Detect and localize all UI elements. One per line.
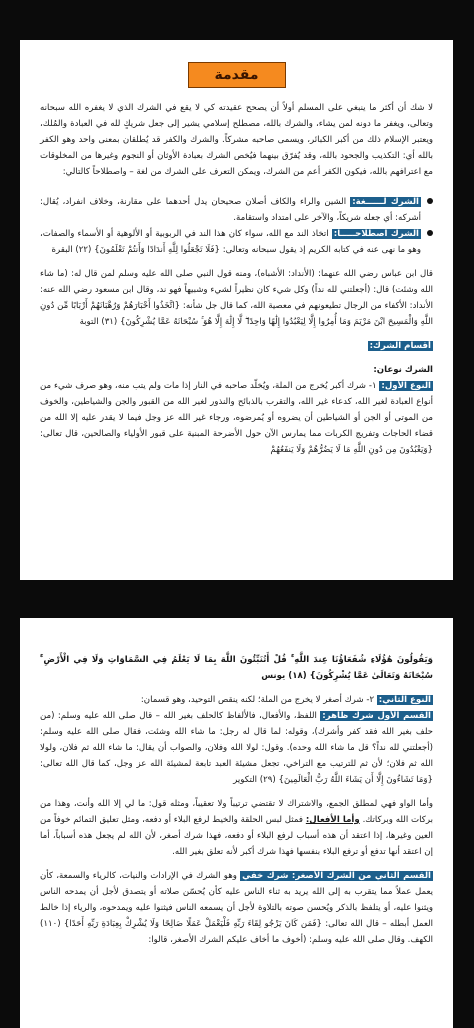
definition-language-label: الشرك لــــــغة: bbox=[352, 197, 420, 207]
waw-text: وأما الواو فهي لمطلق الجمع، والاشتراك لا تقتضي ترتيباً ولا تعقيباً، ومثله قول: ما لي إلا الله وأنت، وهذا من بركات الله وبركاتك. bbox=[40, 799, 433, 825]
definition-term-label: الشرك اصطلاحـــــاً: bbox=[333, 229, 420, 239]
type1-text: ١- شرك أكبر يُخرج من الملة، ويُخلّد صاحبه في النار إذا مات ولم يتب منه، وهو صرف شيء من أنواع العبادة لغير الله، كدعاء غير الله، والتقرب بالذبائح والنذور لغير الله من القبور والجن والشياطين، والخوف من الموتى أو الجن أو الشياطين أن يضروه أو يُمرضوه، ورجاء غير الله عز وجل فيما لا يقدر عليه إلا الله من قضاء الحاجات وتفريج الكربات مما يمارس الآن حول الأضرحة المبنية على قبور الأولياء والصالحين، قال تعالى: {وَيَعْبُدُونَ مِن دُونِ اللَّهِ مَا لَا يَضُرُّهُمْ وَلَا يَنفَعُهُمْ bbox=[40, 381, 433, 455]
section2-text: وهو الشرك في الإرادات والنيات، كالرياء والسمعة، كأن يعمل عملاً مما يتقرب به إلى الله يريد به ثناء الناس عليه كأن يُحسّن صلاته أو يتصدق لأجل أن يمدحه الناس ويثنوا عليه، أو يتلفظ بالذكر ويُحسن صوته بالتلاوة لأجل أن يسمعه الناس فيثنوا عليه ويمدحوه، والرياء إذا خالط العمل أبطله – قال الله تعالى: {فَمَن كَانَ يَرْجُو لِقَاءَ رَبِّهِ فَلْيَعْمَلْ عَمَلًا صَالِحًا وَلَا يُشْرِكْ بِعِبَادَةِ رَبِّهِ أَحَدًا} (١١٠) الكهف. وقال صلى الله عليه وسلم: (أخوف ما أخاف عليكم الشرك الأصغر، قالوا: bbox=[40, 871, 433, 945]
type2-paragraph bbox=[40, 692, 433, 708]
intro-paragraph: لا شك أن أكثر ما ينبغي على المسلم أولاً أن يصحح عقيدته كي لا يقع في الشرك الذي لا يغفره الله سبحانه وتعالى، ويغفر ما دونه لمن يشاء، والشرك بالله، مصطلح إسلامي يشير إلى جعل شريكٍ لله في العبادة والمُلك، ويعتبر الإسلام ذلك من أكبر الكبائر، ويسمى صاحبه مشركاً. والشرك والكفر قد يُطلقان بمعنى واحد وهو الكفر بالله أي: التكذيب والجحود بالله، وقد يُفرّق بينهما فيُخص الشرك بعبادة الأوثان أو النجوم وغيرها من المخلوقات مع اعترافهم بالله، فيكون الكفر أعم من الشرك، ويمكن التعرف على الشرك من لغة – واصطلاحاً كالتالي: bbox=[40, 103, 433, 177]
section-title: مقدمة bbox=[188, 62, 286, 88]
section1-text: اللفظ، والأفعال، فالألفاظ كالحلف بغير الله – قال صلى الله عليه وسلم: (من حلف بغير الله فقد كفر وأشرك)، وقوله: لما قال له رجل: ما شاء الله وشئت، فقال صلى الله عليه وسلم: (أجعلتني لله نداً؟ قل ما شاء الله وحده). وقول: لولا الله وفلان، والصواب أن يقال: ما شاء الله ثم فلان، ولولا الله ثم فلان؛ لأن ثم للترتيب مع التراخي، تجعل مشيئة العبد تابعة لمشيئة الله عز وجل، كما قال الله تعالى: {وَمَا تَشَاءُونَ إِلَّا أَن يَشَاءَ اللَّهُ رَبُّ الْعَالَمِينَ} (٢٩) التكوير bbox=[40, 711, 433, 785]
type2-label: النوع الثاني: bbox=[378, 695, 431, 705]
definition-language bbox=[40, 194, 433, 226]
document-page-2 bbox=[20, 618, 453, 1028]
bullet-icon bbox=[427, 230, 433, 236]
definition-term-text: اتخاذ الند مع الله، سواء كان هذا الند في الربوبية أو الألوهية أو الأسماء والصفات، وهو ما نهى عنه في كتابه الكريم إذ يقول سبحانه وتعالى: {فَلَا تَجْعَلُوا لِلَّهِ أَندَادًا وَأَنتُمْ تَعْلَمُونَ} (٢٢) البقرة bbox=[40, 229, 421, 255]
section2-label: القسم الثاني من الشرك الأصغر: شرك خفي bbox=[242, 871, 431, 881]
section2-paragraph bbox=[40, 868, 433, 948]
verse-continuation: وَيَقُولُونَ هَٰؤُلَاءِ شُفَعَاؤُنَا عِندَ اللَّهِ ۚ قُلْ أَتُنَبِّئُونَ اللَّهَ بِمَا لَا يَعْلَمُ فِي السَّمَاوَاتِ وَلَا فِي الْأَرْضِ ۚ سُبْحَانَهُ وَتَعَالَىٰ عَمَّا يُشْرِكُونَ} (١٨) يونس bbox=[40, 655, 433, 681]
type1-label: النوع الأول: bbox=[381, 381, 431, 391]
document-page-1 bbox=[20, 40, 453, 580]
type1-paragraph bbox=[40, 378, 433, 458]
ibn-abbas-paragraph: قال ابن عباس رضي الله عنهما: (الأنداد: الأشباه)، ومنه قول النبي صلى الله عليه وسلم لمن قال له: (ما شاء الله وشئت) قال: (أجعلتني لله نداً) وكل شيء كان نظيراً لشيء وشبيهاً فهو ند، وقال ابن مسعود رضي الله عنه: الأنداد: الأكفاء من الرجال تطيعونهم في معصية الله، كما قال جل شأنه: {اتَّخَذُوا أَحْبَارَهُمْ وَرُهْبَانَهُمْ أَرْبَابًا مِّن دُونِ اللَّهِ وَالْمَسِيحَ ابْنَ مَرْيَمَ وَمَا أُمِرُوا إِلَّا لِيَعْبُدُوا إِلَٰهًا وَاحِدًا ۖ لَّا إِلَٰهَ إِلَّا هُوَ ۚ سُبْحَانَهُ عَمَّا يُشْرِكُونَ} (٣١) التوبة bbox=[40, 269, 433, 327]
types-intro: الشرك نوعان: bbox=[373, 365, 433, 375]
definition-language-text: الشين والراء والكاف أصلان صحيحان يدل أحدهما على مقارنة، وخلاف انفراد، يُقال: أشركه: أي جعله شريكاً، والآخر على امتداد واستقامة. bbox=[40, 197, 421, 223]
definition-term bbox=[40, 226, 433, 258]
types-heading: أقسام الشرك: bbox=[369, 341, 431, 351]
af3al-text: فمثل لبس الحلقة والخيط لرفع البلاء أو دفعه، ومثل تعليق التمائم خوفاً من العين وغيرها، إذا اعتقد أن هذه أسباب لرفع البلاء أو دفعه، فهذا شرك أصغر، لأن الله لم يجعل هذه أسباباً، أما إن اعتقد أنها تدفع أو ترفع البلاء بنفسها فهذا شرك أكبر لأنه تعلق بغير الله. bbox=[40, 815, 433, 857]
section1-label: القسم الأول شرك ظاهر: bbox=[322, 711, 431, 721]
type2-text: ٢- شرك أصغر لا يخرج من الملة؛ لكنه ينقص التوحيد، وهو قسمان: bbox=[140, 695, 375, 705]
section1-paragraph bbox=[40, 708, 433, 788]
bullet-icon bbox=[427, 198, 433, 204]
af3al-label: وأما الأفعال: bbox=[305, 815, 360, 825]
waw-paragraph bbox=[40, 796, 433, 860]
